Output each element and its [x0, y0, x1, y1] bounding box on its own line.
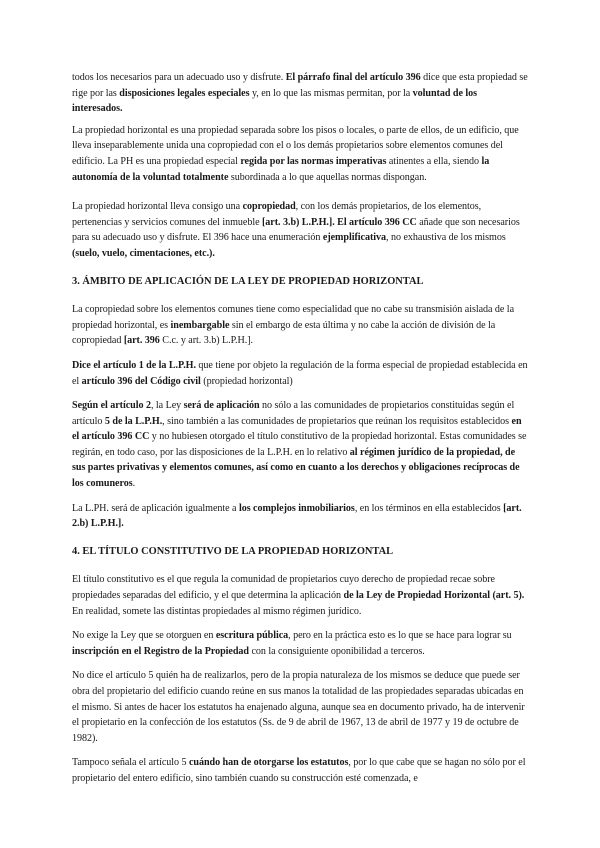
paragraph-inembargable	[72, 302, 528, 349]
bold-text: 5 de la L.P.H.	[104, 415, 163, 427]
text: El título constitutivo es el que regula la comunidad de propietarios cuyo derecho de propiedad recae sobre propiedades separadas del edificio, y el que determina la aplicación	[72, 574, 495, 602]
section-heading-4: 4. EL TÍTULO CONSTITUTIVO DE LA PROPIEDAD HORIZONTAL	[72, 545, 394, 557]
text: , por lo que cabe que se hagan no sólo por el propietario del entero edificio, sino también cuando su construcción esté comenzada, e	[72, 757, 526, 784]
text: atinentes a ella, siendo	[386, 155, 482, 167]
bold-text: [art. 2.b) L.P.H.].	[72, 502, 522, 530]
text: , con los demás propietarios, de los elementos, pertenencias y servicios comunes del inmueble	[72, 201, 482, 228]
text: Tampoco señala el artículo 5	[72, 757, 189, 769]
bold-text: disposiciones legales especiales	[119, 87, 250, 99]
text: , no exhaustiva de los mismos	[386, 232, 506, 244]
paragraph-quien-realiza	[72, 668, 528, 746]
paragraph-articulo-1	[72, 358, 528, 389]
bold-text: inembargable	[170, 319, 230, 331]
bold-text: (suelo, vuelo, cimentaciones, etc.).	[72, 247, 215, 259]
bold-text: cuándo han de otorgarse los estatutos	[188, 757, 349, 769]
paragraph-ph-definition	[72, 123, 528, 185]
bold-text: voluntad de los interesados.	[72, 87, 477, 115]
text: sin el embargo de esta última y no cabe la acción de división de la copropiedad	[72, 319, 496, 347]
bold-text: artículo 396 del Código civil	[81, 375, 201, 387]
paragraph-articulo-2	[72, 398, 528, 492]
text: C.c. y art. 3.b) L.P.H.].	[159, 335, 253, 347]
text: que tiene por objeto la regulación de la forma especial de propiedad establecida en el	[72, 359, 528, 387]
text: .	[132, 478, 136, 490]
bold-text: [art. 3.b) L.P.H.]. El artículo 396 CC	[261, 216, 417, 228]
text: subordinada a lo que aquellas normas dispongan.	[228, 171, 427, 183]
section-heading-3: 3. ÁMBITO DE APLICACIÓN DE LA LEY DE PROPIEDAD HORIZONTAL	[72, 275, 424, 287]
text: y, en lo que las mismas permitan, por la	[249, 87, 413, 99]
bold-text: El párrafo final del artículo 396	[285, 72, 421, 83]
text: No exige la Ley que se otorguen en	[72, 630, 216, 642]
text: , pero en la práctica esto es lo que se hace para lograr su	[288, 630, 512, 642]
text: dice que esta propiedad se rige por las	[72, 72, 528, 99]
text: La propiedad horizontal es una propiedad separada sobre los pisos o locales, o parte de ellos, de un edificio, que lleva inseparablemente unida una copropiedad con el o los demás propietarios sobre elementos comunes del edificio. La PH es una propiedad especial	[72, 124, 519, 167]
bold-text: Según el artículo 2	[72, 400, 151, 412]
paragraph-escritura	[72, 628, 528, 659]
paragraph-final-396	[72, 70, 528, 117]
bold-text: Dice el artículo 1 de la L.P.H.	[72, 359, 196, 371]
bold-text: será de aplicación	[183, 400, 260, 412]
text: añade que son necesarios para su adecuado uso y disfrute. El 396 hace una enumeración	[72, 216, 520, 244]
bold-text: copropiedad	[242, 201, 296, 213]
text: con la consiguiente oponibilidad a terceros.	[248, 645, 425, 657]
text: La copropiedad sobre los elementos comunes tiene como especialidad que no cabe su transmisión aislada de la propiedad horizontal, es	[72, 304, 514, 331]
document-page	[72, 70, 528, 796]
bold-text: al régimen jurídico de la propiedad, de sus partes privativas y elementos comunes, así como en cuanto a los derechos y obligaciones recíprocas de los comuneros	[72, 446, 520, 490]
text: La L.PH. será de aplicación igualmente a	[72, 502, 239, 514]
paragraph-complejos	[72, 501, 528, 532]
text: y no hubiesen otorgado el título constitutivo de la propiedad horizontal. Estas comunidades se regirán, en todo caso, por las disposiciones de la L.P.H. en lo relativo	[72, 431, 527, 458]
text: La propiedad horizontal lleva consigo una	[72, 201, 243, 213]
bold-text: inscripción en el Registro de la Propiedad	[72, 645, 249, 657]
text: , sino también a las comunidades de propietarios que reúnan los requisitos establecidos	[162, 415, 512, 427]
bold-text: de la Ley de Propiedad Horizontal (art. 5).	[343, 590, 525, 602]
bold-text: los complejos inmobiliarios	[238, 502, 355, 514]
text: todos los necesarios para un adecuado uso y disfrute.	[72, 72, 286, 83]
paragraph-titulo-constitutivo	[72, 572, 528, 619]
bold-text: ejemplificativa	[322, 232, 387, 244]
bold-text: escritura pública	[215, 630, 289, 642]
bold-text: [art. 396	[123, 335, 160, 347]
text: , la Ley	[150, 400, 184, 412]
text: En realidad, somete las distintas propiedades al mismo régimen jurídico.	[72, 605, 362, 617]
paragraph-cuando-otorgar	[72, 755, 528, 786]
text: no sólo a las comunidades de propietarios constituidas según el artículo	[72, 400, 515, 427]
text: No dice el artículo 5 quién ha de realizarlos, pero de la propia naturaleza de los mismos se deduce que puede ser obra del propietario del edificio cuando reúne en sus manos la totalidad de las propiedades separadas ubicadas en el mismo. Si antes de hacer los estatutos ha enajenado alguna, aunque sea en documento privado, ha de intervenir el propietario en la confección de los estatutos (Ss. de 9 de abril de 1967, 13 de abril de 1977 y 19 de octubre de 1982).	[72, 670, 525, 744]
paragraph-copropiedad	[72, 199, 528, 261]
bold-text: la autonomía de la voluntad totalmente	[72, 155, 490, 183]
text: , en los términos en ella establecidos	[354, 502, 504, 514]
text: (propiedad horizontal)	[200, 375, 293, 387]
bold-text: en el artículo 396 CC	[72, 415, 522, 443]
bold-text: regida por las normas imperativas	[240, 155, 387, 167]
